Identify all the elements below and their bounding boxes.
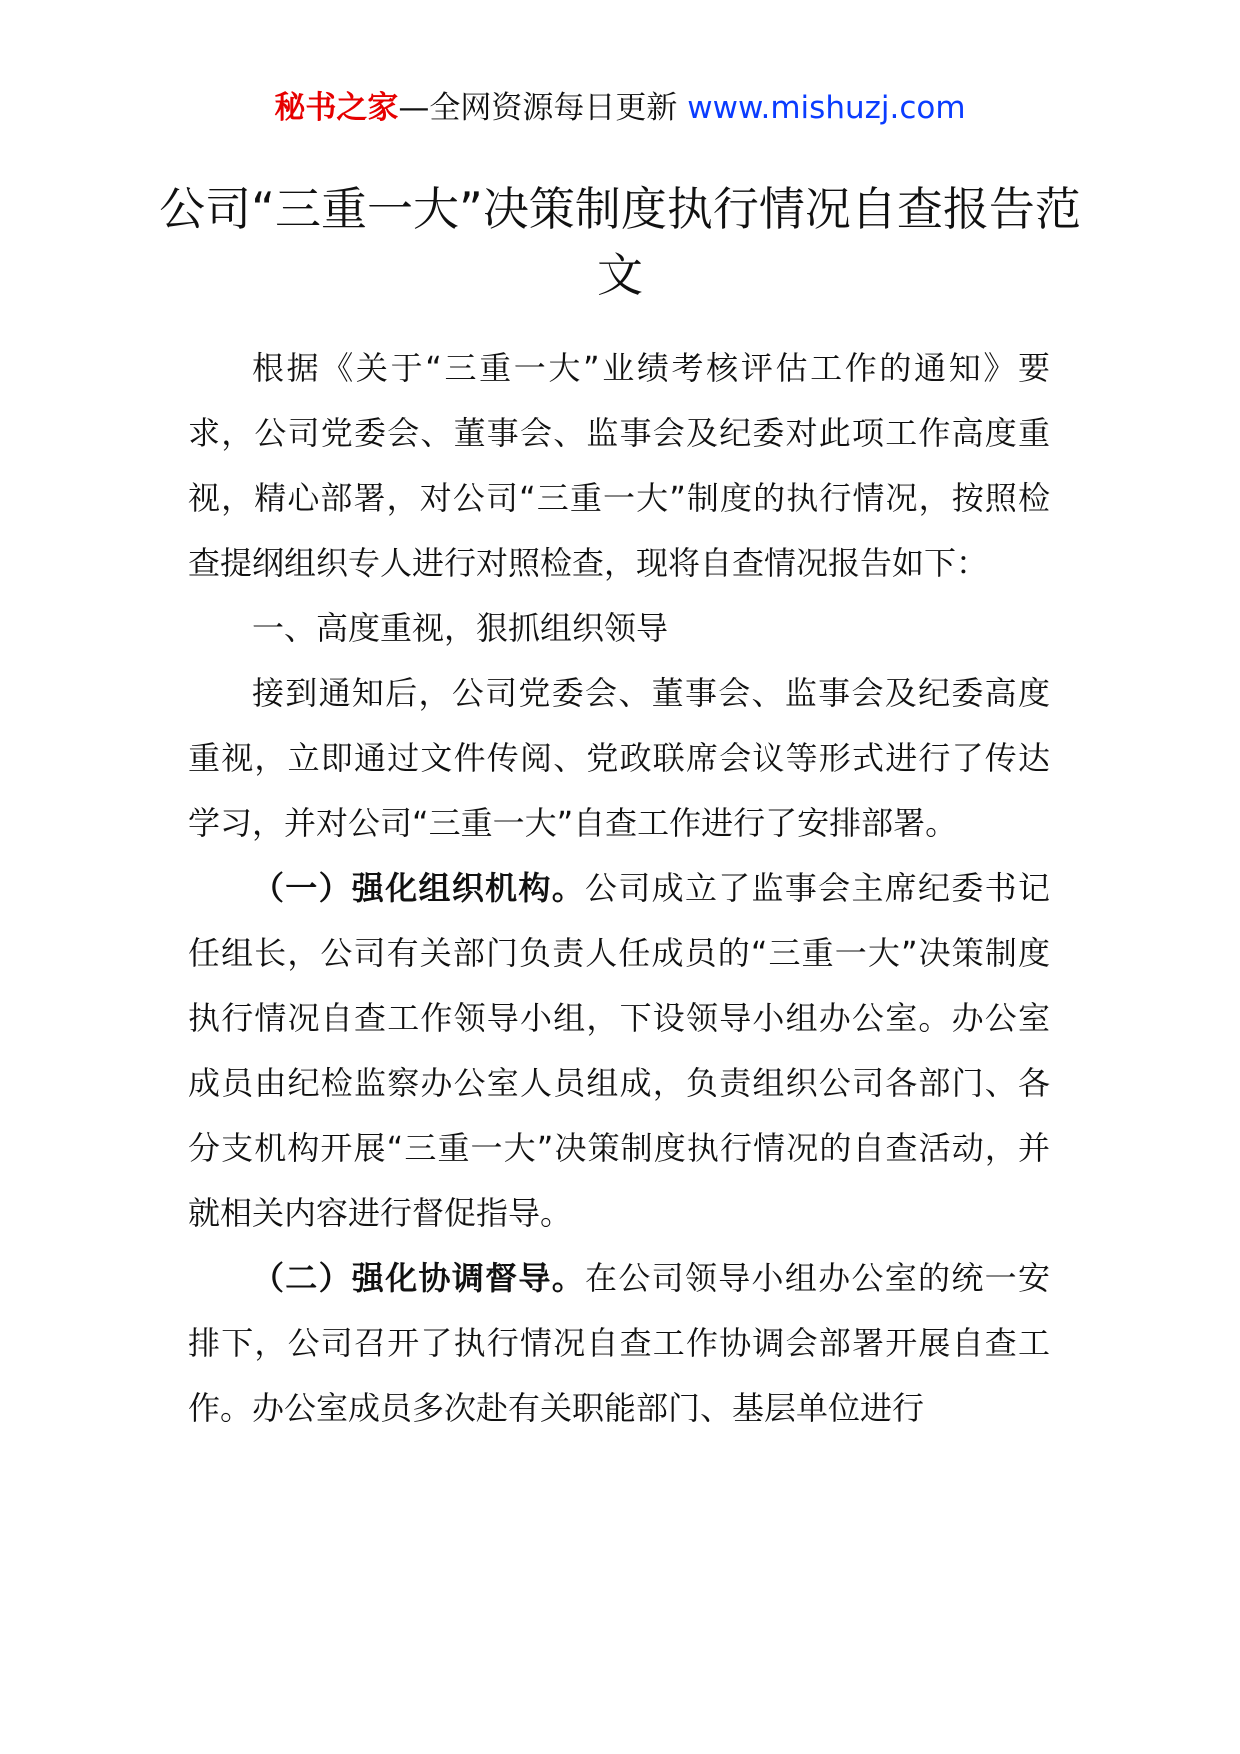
item-paragraph: [188, 856, 1050, 1246]
site-brand: 秘书之家: [274, 90, 399, 126]
item-paragraph: [188, 1246, 1050, 1441]
section-paragraph: 接到通知后，公司党委会、董事会、监事会及纪委高度重视，立即通过文件传阅、党政联席会议等形式进行了传达学习，并对公司“三重一大”自查工作进行了安排部署。: [188, 674, 1050, 842]
site-header: [0, 88, 1240, 128]
item-text: 在公司领导小组办公室的统一安排下，公司召开了执行情况自查工作协调会部署开展自查工作。办公室成员多次赴有关职能部门、基层单位进行: [188, 1259, 1050, 1427]
item-label: （一）强化组织机构。: [252, 869, 586, 907]
intro-paragraph: 根据《关于“三重一大”业绩考核评估工作的通知》要求，公司党委会、董事会、监事会及纪委对此项工作高度重视，精心部署，对公司“三重一大”制度的执行情况，按照检查提纲组织专人进行对照检查，现将自查情况报告如下：: [188, 349, 1050, 582]
document-body: [188, 336, 1050, 1441]
item-label: （二）强化协调督导。: [252, 1259, 586, 1297]
item-text: 公司成立了监事会主席纪委书记任组长，公司有关部门负责人任成员的“三重一大”决策制度执行情况自查工作领导小组，下设领导小组办公室。办公室成员由纪检监察办公室人员组成，负责组织公司各部门、各分支机构开展“三重一大”决策制度执行情况的自查活动，并就相关内容进行督促指导。: [188, 869, 1050, 1232]
document-title: 公司“三重一大”决策制度执行情况自查报告范文: [159, 182, 1081, 302]
site-url-link[interactable]: www.mishuzj.com: [687, 90, 966, 126]
section-heading: 一、高度重视，狠抓组织领导: [252, 609, 669, 647]
site-tagline: —全网资源每日更新: [398, 90, 678, 126]
